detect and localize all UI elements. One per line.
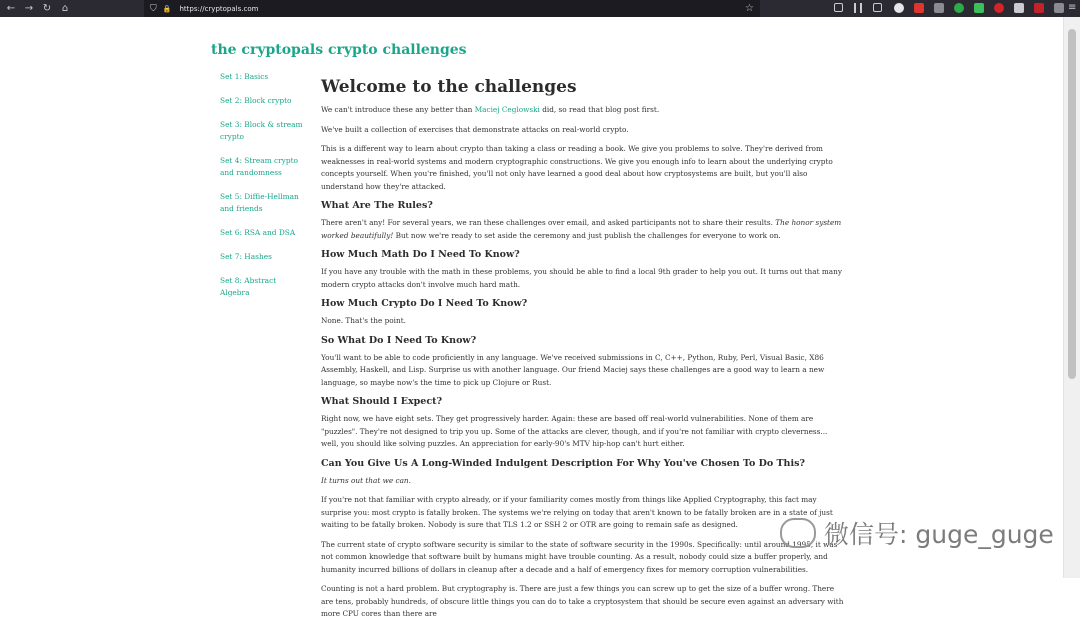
sidebar-nav bbox=[220, 71, 304, 311]
extension-green-icon[interactable] bbox=[954, 3, 964, 13]
nav-set-1[interactable]: Set 1: Basics bbox=[220, 72, 269, 81]
forward-icon[interactable]: → bbox=[24, 3, 34, 14]
paragraph-long-em bbox=[321, 475, 846, 488]
nav-set-8[interactable]: Set 8: Abstract Algebra bbox=[220, 276, 277, 297]
nav-set-3[interactable]: Set 3: Block & stream crypto bbox=[220, 120, 303, 141]
extension-green2-icon[interactable] bbox=[974, 3, 984, 13]
intro-text-post: did, so read that blog post first. bbox=[539, 105, 660, 114]
bookmark-star-icon[interactable]: ☆ bbox=[745, 3, 754, 14]
sidebar-icon[interactable] bbox=[873, 3, 882, 12]
paragraph-crypto: None. That's the point. bbox=[321, 316, 406, 325]
extension-puzzle-icon[interactable] bbox=[934, 3, 944, 13]
heading-math: How Much Math Do I Need To Know? bbox=[321, 249, 520, 260]
extension-red-icon[interactable] bbox=[914, 3, 924, 13]
paragraph-long-2: The current state of crypto software security is similar to the state of software security in the 1990s. Specifically: until around 1995, it was not common knowledge that software built by humans might have trouble counting. As a result, nobody could size a buffer properly, and humanity incurred billions of dollars in cleanup after a decade and a half of emergency fixes for memory corruption vulnerabilities. bbox=[321, 539, 838, 574]
rules-text-post: But now we're ready to set aside the ceremony and just publish the challenges for everyone to work on. bbox=[393, 230, 781, 240]
intro-paragraph bbox=[321, 104, 846, 117]
nav-set-5[interactable]: Set 5: Diffie-Hellman and friends bbox=[220, 192, 299, 213]
nav-set-4[interactable]: Set 4: Stream crypto and randomness bbox=[220, 156, 298, 177]
watermark bbox=[780, 515, 1054, 551]
wechat-icon bbox=[780, 518, 816, 548]
heading-long: Can You Give Us A Long-Winded Indulgent Description For Why You've Chosen To Do This? bbox=[321, 457, 805, 469]
heading-what: So What Do I Need To Know? bbox=[321, 334, 477, 346]
browser-toolbar bbox=[0, 0, 1080, 17]
adblock-icon[interactable] bbox=[994, 3, 1004, 13]
library-icon[interactable] bbox=[854, 3, 862, 13]
nav-set-2[interactable]: Set 2: Block crypto bbox=[220, 96, 292, 105]
paragraph-what: You'll want to be able to code proficiently in any language. We've received submissions in C, C++, Python, Ruby, Perl, Visual Basic, X86 Assembly, Haskell, and Lisp. Surprise us with another language. Our friend Maciej says these challenges are a good way to learn a new language, so maybe now's the time to pick up Clojure or Rust. bbox=[321, 352, 825, 387]
account-icon[interactable] bbox=[894, 3, 904, 13]
heading-rules: What Are The Rules? bbox=[321, 200, 433, 211]
reload-icon[interactable]: ↻ bbox=[42, 3, 52, 14]
scrollbar-thumb[interactable] bbox=[1068, 29, 1076, 379]
extension-red2-icon[interactable] bbox=[1034, 3, 1044, 13]
long-emphasis: It turns out that we can. bbox=[321, 475, 411, 485]
nav-set-6[interactable]: Set 6: RSA and DSA bbox=[220, 228, 296, 237]
nav-set-7[interactable]: Set 7: Hashes bbox=[220, 252, 272, 261]
paragraph-math: If you have any trouble with the math in these problems, you should be able to find a local 9th grader to help you out. It turns out that many modern crypto attacks don't involve much hard math. bbox=[321, 267, 842, 289]
back-icon[interactable]: ← bbox=[6, 3, 16, 14]
page-heading: Welcome to the challenges bbox=[321, 77, 577, 97]
url-text[interactable]: https://cryptopals.com bbox=[179, 4, 259, 13]
shield-extension-icon[interactable] bbox=[1014, 3, 1024, 13]
paragraph-rules bbox=[321, 217, 846, 242]
paragraph-long-3: Counting is not a hard problem. But cryptography is. There are just a few things you can screw up to get the size of a buffer wrong. There are tens, probably hundreds, of obscure little things you can do to take a cryptosystem that should be secure even against an adversary with more CPU cores than there are bbox=[321, 584, 844, 618]
paragraph-expect: Right now, we have eight sets. They get progressively harder. Again: these are based off real-world vulnerabilities. None of them are "puzzles". They're not designed to trip you up. Some of the attacks are clever, though, and if you're not familiar with crypto cleverness... well, you should like solving puzzles. An appreciation for early-90's MTV hip-hop can't hurt either. bbox=[321, 414, 828, 448]
paragraph-collection: We've built a collection of exercises that demonstrate attacks on real-world crypto. bbox=[321, 124, 629, 134]
intro-text-pre: We can't introduce these any better than bbox=[321, 105, 475, 114]
heading-expect: What Should I Expect? bbox=[321, 396, 443, 407]
shield-icon[interactable]: ⛉ bbox=[150, 3, 157, 14]
watermark-text: 微信号: guge_guge bbox=[824, 520, 1054, 549]
lock-icon[interactable]: 🔒 bbox=[162, 4, 172, 13]
rules-text-pre: There aren't any! For several years, we ran these challenges over email, and asked participants not to share their results. bbox=[321, 218, 776, 227]
pocket-icon[interactable] bbox=[834, 3, 843, 12]
menu-icon[interactable]: ≡ bbox=[1068, 2, 1077, 13]
scrollbar[interactable] bbox=[1063, 17, 1080, 578]
home-icon[interactable]: ⌂ bbox=[61, 3, 69, 14]
extension-grey-icon[interactable] bbox=[1054, 3, 1064, 13]
main-content bbox=[321, 77, 846, 628]
address-bar[interactable] bbox=[144, 0, 760, 17]
rules-emphasis: The honor system worked beautifully! bbox=[321, 218, 842, 240]
heading-crypto: How Much Crypto Do I Need To Know? bbox=[321, 298, 528, 309]
page bbox=[0, 17, 1063, 618]
maciej-link[interactable]: Maciej Ceglowski bbox=[474, 105, 540, 114]
paragraph-different-way: This is a different way to learn about crypto than taking a class or reading a book. We give you problems to solve. They're derived from weaknesses in real-world systems and modern cryptographic constructions. We give you enough info to learn about the underlying crypto concepts yourself. When you're finished, you'll not only have learned a good deal about how cryptosystems are built, but you'll also understand how they're attacked. bbox=[321, 144, 833, 191]
paragraph-long-1: If you're not that familiar with crypto already, or if your familiarity comes mostly from things like Applied Cryptography, this fact may surprise you: most crypto is fatally broken. The systems we're relying on today that aren't known to be fatally broken are in a state of just waiting to be fatally broken. Nobody is sure that TLS 1.2 or SSH 2 or OTR are going to remain safe as designed. bbox=[321, 495, 833, 529]
site-title[interactable]: the cryptopals crypto challenges bbox=[211, 42, 467, 58]
